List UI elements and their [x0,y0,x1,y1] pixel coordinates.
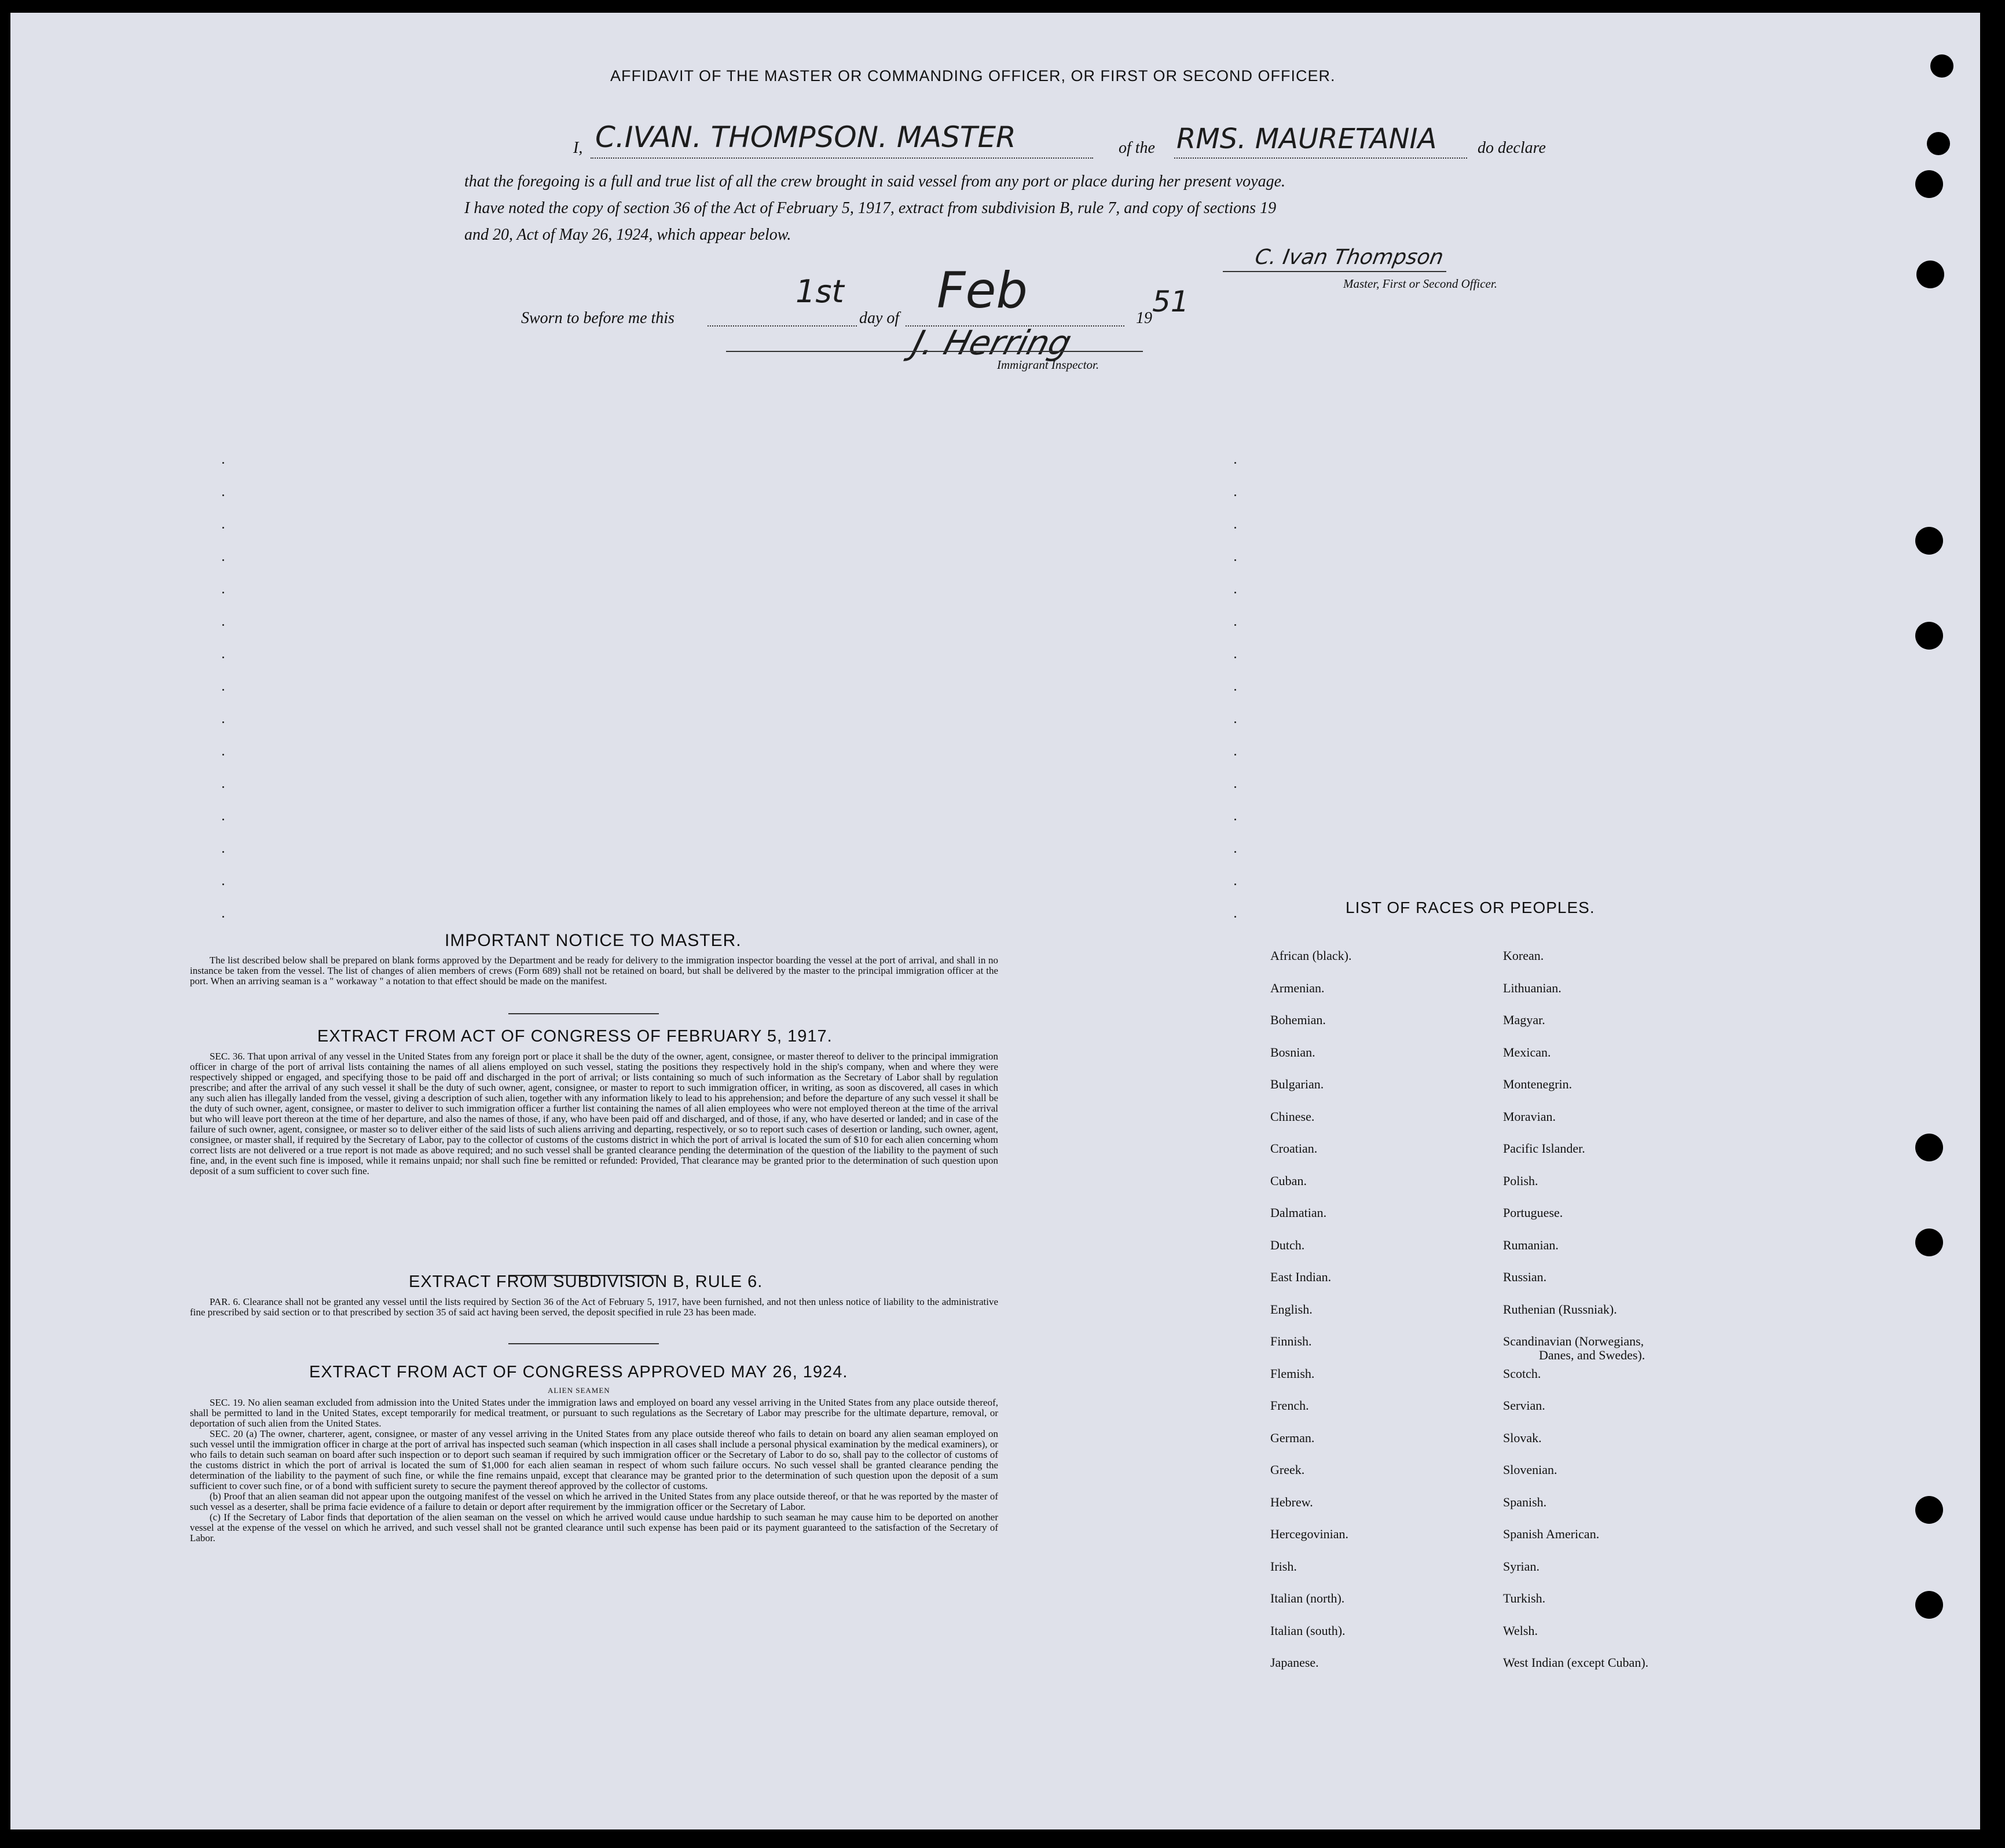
vessel-name-handwritten: RMS. MAURETANIA [1176,123,1437,155]
year-handwritten: 51 [1152,285,1189,318]
race-left: Bohemian. [1270,1013,1326,1027]
affidavit-of-the-label: of the [1119,139,1155,157]
race-right: Lithuanian. [1503,981,1562,995]
race-left: African (black). [1270,948,1352,963]
race-left: Dutch. [1270,1238,1305,1252]
race-left: Irish. [1270,1559,1297,1574]
extract-1917-text: SEC. 36. That upon arrival of any vessel in the United States from any foreign port or place it shall be the duty of the owner, agent, consignee, or master thereof to deliver to the principal immigration officer in charge of the port of arrival lists containing the names of all aliens employed on such vessel, stating the positions they respectively hold in the ship's company, when and where they were respectively shipped or engaged, and specifying those to be paid off and discharged in the port of arrival; or lists containing so much of such information as the Secretary of Labor shall by regulation prescribe; and after the arrival of any such vessel it shall be the duty of such owner, agent, consignee, or master to report to such immigration officer, in writing, as soon as discovered, all cases in which any such alien has illegally landed from the vessel, giving a description of such alien, together with any information likely to lead to his apprehension; and before the departure of any such vessel it shall be the duty of such owner, agent, consignee, or master to deliver to such immigration officer a further list containing the names of all alien employees who were not employed thereon at the time of the arrival but who will leave port thereon at the time of her departure, and also the names of those, if any, who have been paid off and discharged, and of those, if any, who have deserted or landed; and in case of the failure of such owner, agent, consignee, or master so to deliver either of the said lists of such aliens arriving and departing, respectively, or so to report such cases of desertion or landing, such owner, agent, consignee, or master shall, if required by the Secretary of Labor, pay to the collector of customs of the customs district in which the port of arrival is located the sum of $10 for each alien concerning whom correct lists are not delivered or a true report is not made as above required; and no such vessel shall be granted clearance pending the determination of the question of the liability to the payment of such fine, and, in the event such fine is imposed, while it remains unpaid; nor shall such fine be remitted or refunded: Provided, That clearance may be granted prior to the determination of such question upon deposit of a sum sufficient to cover such fine. [190,1051,998,1176]
affidavit-title: AFFIDAVIT OF THE MASTER OR COMMANDING OFFICER, OR FIRST OR SECOND OFFICER. [610,67,1336,85]
race-right: Magyar. [1503,1013,1545,1027]
race-left: Hebrew. [1270,1495,1313,1509]
punch-hole [1916,261,1944,288]
race-left: French. [1270,1398,1309,1413]
race-left: Dalmatian. [1270,1205,1327,1220]
month-handwritten: Feb [937,262,1028,320]
notice-text: The list described below shall be prepared on blank forms approved by the Department and be ready for delivery to the immigration inspector boarding the vessel at the port of arrival, and shall in no instance be taken from the vessel. The list of changes of alien members of crews (Form 689) shall not be retained on board, but shall be delivered by the master to the principal immigration officer at the port. When an arriving seaman is a " workaway " a notation to that effect should be made on the manifest. [190,955,998,987]
punch-hole [1927,132,1950,155]
punch-hole [1930,54,1953,78]
race-right: Mexican. [1503,1045,1551,1059]
extract-1924-text: SEC. 19. No alien seaman excluded from admission into the United States under the immigration laws and employed on board any vessel arriving in the United States from any place outside thereof, shall be permitted to land in the United States, except temporarily for medical treatment, or pursuant to such regulations as the Secretary of Labor may prescribe for the ultimate departure, removal, or deportation of such alien from the United States. SEC. 20 (a) The owner, charterer, agent, consignee, or master of any vessel arriving in the United States from any place outside thereof who fails to detain on board any alien seaman employed on such vessel until the immigration officer in charge at the port of arrival has inspected such seaman (which inspection in all cases shall include a personal physical examination by the medical examiners), or who fails to detain such seaman on board after such inspection or to deport such seaman if required by such immigration officer or the Secretary of Labor to do so, shall pay to the collector of customs of the customs district in which the port of arrival is located the sum of $1,000 for each alien seaman in respect of whom such failure occurs. No such vessel shall be granted clearance pending the determination of the liability to the payment of such fine, or while the fine remains unpaid, except that clearance may be granted prior to the determination of such question upon the deposit of a sum sufficient to cover such fine, or of a bond with sufficient surety to secure the payment thereof approved by the collector of customs. (b) Proof that an alien seaman did not appear upon the outgoing manifest of the vessel on which he arrived in the United States from any place outside thereof, or that he was reported by the master of such vessel as a deserter, shall be prima facie evidence of a failure to detain or deport after requirement by the immigration officer or the Secretary of Labor. (c) If the Secretary of Labor finds that deportation of the alien seaman on the vessel on which he arrived would cause undue hardship to such seaman he may cause him to be deported on another vessel at the expense of the vessel on which he arrived, and such vessel shall not be granted clearance until such expense has been paid or its payment guaranteed to the satisfaction of the Secretary of Labor. [190,1397,998,1543]
inspector-line [726,351,1143,352]
race-left: German. [1270,1431,1315,1445]
inspector-signature: J. Herring [908,323,1076,362]
race-right: Montenegrin. [1503,1077,1573,1091]
day-of-label: day of [859,309,900,327]
extract-1924-title: EXTRACT FROM ACT OF CONGRESS APPROVED MAY 26, 1924. [309,1363,848,1381]
divider [508,1343,659,1344]
race-right-continued: Danes, and Swedes). [1539,1348,1645,1362]
extract-rule6-title: EXTRACT FROM SUBDIVISION B, RULE 6. [409,1273,763,1291]
divider [508,1013,659,1014]
punch-hole [1915,622,1943,650]
day-line [708,325,857,327]
inspector-caption: Immigrant Inspector. [997,358,1099,372]
punch-hole [1915,1496,1943,1524]
race-right: Servian. [1503,1398,1545,1413]
race-right: Korean. [1503,948,1544,963]
race-right: West Indian (except Cuban). [1503,1655,1649,1670]
affidavit-line-3: and 20, Act of May 26, 1924, which appear below. [464,226,791,244]
affidavit-line-1: that the foregoing is a full and true list of all the crew brought in said vessel from any port or place during her present voyage. [464,173,1286,190]
race-left: Japanese. [1270,1655,1319,1670]
race-left: Cuban. [1270,1174,1307,1188]
punch-hole [1915,1134,1943,1161]
document-page [10,13,1980,1829]
race-left: Italian (south). [1270,1623,1346,1638]
race-right: Slovak. [1503,1431,1542,1445]
race-right: Polish. [1503,1174,1538,1188]
master-name-handwritten: C.IVAN. THOMPSON. MASTER [595,120,1016,154]
race-left: Greek. [1270,1462,1305,1477]
race-right: Scotch. [1503,1366,1541,1381]
race-right: Spanish American. [1503,1527,1600,1541]
affidavit-line-2: I have noted the copy of section 36 of the Act of February 5, 1917, extract from subdivision B, rule 7, and copy of sections 19 [464,199,1277,217]
race-left: Italian (north). [1270,1591,1345,1605]
race-right: Turkish. [1503,1591,1546,1605]
race-left: East Indian. [1270,1270,1332,1284]
master-signature: C. Ivan Thompson [1253,245,1446,269]
year-prefix: 19 [1136,309,1152,327]
punch-hole [1915,1591,1943,1619]
race-left: Bosnian. [1270,1045,1315,1059]
race-left: Flemish. [1270,1366,1315,1381]
race-right: Portuguese. [1503,1205,1563,1220]
race-left: English. [1270,1302,1313,1317]
race-right: Welsh. [1503,1623,1538,1638]
race-left: Croatian. [1270,1141,1318,1156]
race-right: Rumanian. [1503,1238,1559,1252]
punch-hole [1915,1229,1943,1256]
race-right: Pacific Islander. [1503,1141,1585,1156]
punch-hole [1915,170,1943,198]
affidavit-i-label: I, [573,139,583,157]
affidavit-do-declare: do declare [1478,139,1546,157]
signature-caption: Master, First or Second Officer. [1343,277,1497,291]
notice-title: IMPORTANT NOTICE TO MASTER. [445,931,742,950]
day-handwritten: 1st [796,273,844,310]
race-right: Moravian. [1503,1109,1556,1124]
races-title: LIST OF RACES OR PEOPLES. [1346,899,1595,916]
signature-line [1223,271,1446,272]
extract-rule6-text: PAR. 6. Clearance shall not be granted any vessel until the lists required by Section 36 of the Act of February 5, 1917, have been furnished, and not then unless notice of liability to the administrative fine prescribed by said section or to that prescribed by section 35 of said act having been served, the deposit specified in rule 23 has been made. [190,1296,998,1318]
race-right: Syrian. [1503,1559,1540,1574]
race-left: Chinese. [1270,1109,1315,1124]
race-left: Bulgarian. [1270,1077,1324,1091]
race-right: Slovenian. [1503,1462,1557,1477]
race-right: Spanish. [1503,1495,1547,1509]
race-right: Scandinavian (Norwegians, [1503,1334,1644,1348]
punch-hole [1915,527,1943,555]
race-left: Hercegovinian. [1270,1527,1348,1541]
race-left: Finnish. [1270,1334,1312,1348]
vessel-name-line [1174,157,1467,159]
master-name-line [591,157,1093,159]
extract-1917-title: EXTRACT FROM ACT OF CONGRESS OF FEBRUARY 5, 1917. [317,1027,833,1046]
race-left: Armenian. [1270,981,1325,995]
alien-seamen-subtitle: ALIEN SEAMEN [548,1386,610,1395]
race-right: Russian. [1503,1270,1547,1284]
sworn-label: Sworn to before me this [521,309,675,327]
race-right: Ruthenian (Russniak). [1503,1302,1617,1317]
